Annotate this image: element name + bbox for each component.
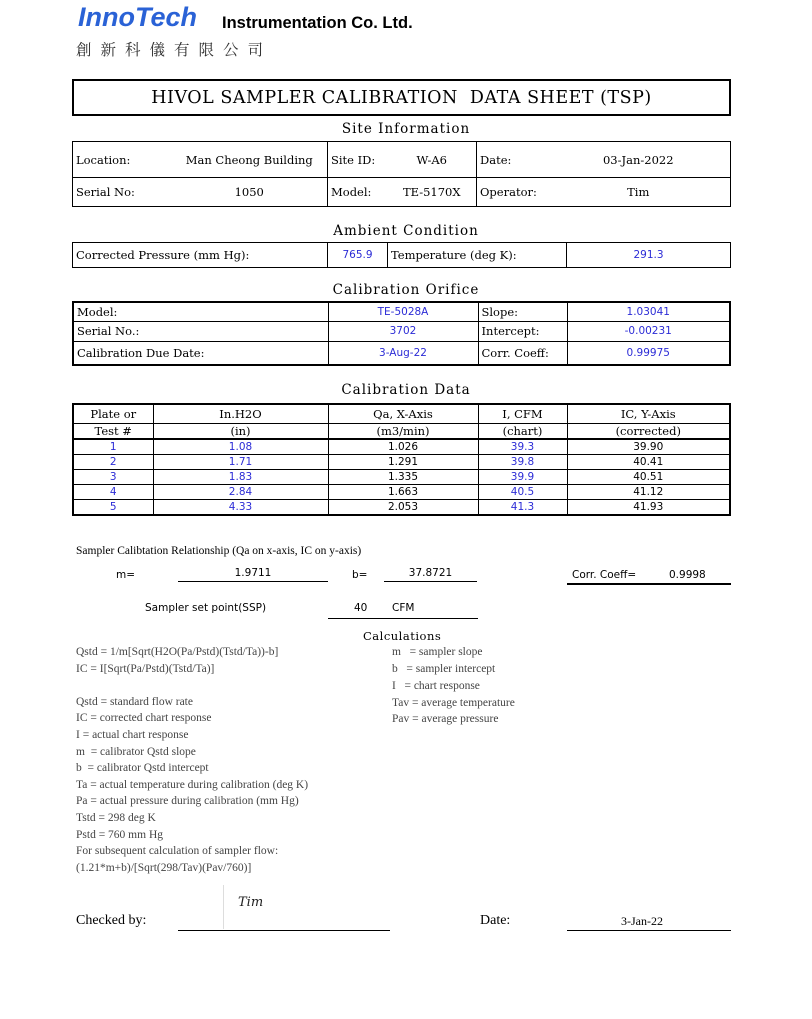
sheet-title xyxy=(72,79,731,116)
date-label: Date: xyxy=(477,142,547,178)
cell-qa: 1.291 xyxy=(328,454,478,469)
ssp-unit: CFM xyxy=(392,602,415,614)
calculation-line: IC = corrected chart response xyxy=(76,712,212,725)
cell-inh2o: 1.08 xyxy=(153,439,328,454)
site-id-label: Site ID: xyxy=(328,142,388,178)
orifice-model-label: Model: xyxy=(73,302,328,321)
cell-inh2o: 4.33 xyxy=(153,499,328,515)
cell-qa: 1.026 xyxy=(328,439,478,454)
operator-label: Operator: xyxy=(477,178,547,207)
serial-value: 1050 xyxy=(172,178,328,207)
relationship-heading: Sampler Calibtation Relationship (Qa on x-axis, IC on y-axis) xyxy=(76,545,362,557)
table-row xyxy=(73,484,730,499)
calculation-line: (1.21*m+b)/[Sqrt(298/Tav)(Pav/760)] xyxy=(76,861,252,874)
col-header-qa: Qa, X-Axis xyxy=(328,404,478,423)
footer-date-value: 3-Jan-22 xyxy=(621,914,663,928)
b-value: 37.8721 xyxy=(384,567,477,582)
col-subheader-qa: (m3/min) xyxy=(328,423,478,439)
cell-qa: 1.335 xyxy=(328,469,478,484)
corr-underline xyxy=(567,583,731,585)
corr-label: Corr. Coeff= xyxy=(572,569,637,581)
checked-by-label: Checked by: xyxy=(76,913,147,928)
location-value: Man Cheong Building xyxy=(172,142,328,178)
orifice-serial-value: 3702 xyxy=(328,321,478,341)
cell-ic: 41.93 xyxy=(567,499,730,515)
calculation-line: For subsequent calculation of sampler flow: xyxy=(76,845,279,858)
calculation-line: Pav = average pressure xyxy=(392,713,499,725)
slope-label: Slope: xyxy=(478,302,567,321)
cell-inh2o: 1.83 xyxy=(153,469,328,484)
temperature-label: Temperature (deg K): xyxy=(388,243,567,268)
cell-qa: 1.663 xyxy=(328,484,478,499)
pressure-label: Corrected Pressure (mm Hg): xyxy=(73,243,328,268)
col-subheader-inh2o: (in) xyxy=(153,423,328,439)
cell-inh2o: 2.84 xyxy=(153,484,328,499)
serial-label: Serial No: xyxy=(73,178,172,207)
signature-box-edge xyxy=(223,885,224,929)
calib-data-table xyxy=(72,403,731,516)
calculation-line: I = actual chart response xyxy=(76,729,189,741)
footer-date-label: Date: xyxy=(480,913,511,928)
m-value: 1.9711 xyxy=(178,567,328,582)
model-value: TE-5170X xyxy=(388,178,477,207)
ssp-underline xyxy=(328,618,478,619)
cell-plate: 3 xyxy=(73,469,153,484)
ssp-value: 40 xyxy=(354,602,368,614)
calculation-line: m = sampler slope xyxy=(392,646,483,658)
table-row xyxy=(73,439,730,454)
due-date-label: Calibration Due Date: xyxy=(73,341,328,365)
col-header-plate: Plate or xyxy=(73,404,153,423)
col-header-ic: IC, Y-Axis xyxy=(567,404,730,423)
date-value: 03-Jan-2022 xyxy=(547,142,731,178)
calculations-heading: Calculations xyxy=(363,629,442,643)
sheet-title-text: HIVOL SAMPLER CALIBRATION DATA SHEET (TSP) xyxy=(151,87,652,108)
calculation-line: I = chart response xyxy=(392,680,480,692)
cell-ic: 40.51 xyxy=(567,469,730,484)
cell-plate: 5 xyxy=(73,499,153,515)
orifice-table xyxy=(72,301,731,366)
intercept-label: Intercept: xyxy=(478,321,567,341)
ssp-label: Sampler set point(SSP) xyxy=(145,602,267,614)
calculation-line: Pa = actual pressure during calibration (mm Hg) xyxy=(76,795,299,808)
footer-date-line xyxy=(567,930,731,931)
table-row xyxy=(73,499,730,515)
cell-i: 41.3 xyxy=(478,499,567,515)
cell-i: 39.3 xyxy=(478,439,567,454)
corr-value: 0.9998 xyxy=(669,569,706,581)
operator-value: Tim xyxy=(547,178,731,207)
ambient-heading: Ambient Condition xyxy=(333,223,479,239)
due-date-value: 3-Aug-22 xyxy=(328,341,478,365)
calculation-line: Qstd = standard flow rate xyxy=(76,695,193,708)
table-row xyxy=(73,454,730,469)
site-info-heading: Site Information xyxy=(341,121,471,137)
corr-coeff-label: Corr. Coeff: xyxy=(478,341,567,365)
orifice-model-value: TE-5028A xyxy=(328,302,478,321)
temperature-value: 291.3 xyxy=(567,243,731,268)
pressure-value: 765.9 xyxy=(328,243,388,268)
calculation-line: Pstd = 760 mm Hg xyxy=(76,828,163,841)
orifice-serial-label: Serial No.: xyxy=(73,321,328,341)
site-id-value: W-A6 xyxy=(388,142,477,178)
calculation-line: IC = I[Sqrt(Pa/Pstd)(Tstd/Ta)] xyxy=(76,662,215,675)
calculation-line: b = sampler intercept xyxy=(392,663,496,675)
cell-plate: 1 xyxy=(73,439,153,454)
slope-value: 1.03041 xyxy=(567,302,730,321)
calib-data-heading: Calibration Data xyxy=(341,382,471,398)
signature: Tim xyxy=(238,895,264,910)
calculation-line: m = calibrator Qstd slope xyxy=(76,745,196,758)
orifice-heading: Calibration Orifice xyxy=(332,282,480,298)
col-header-i: I, CFM xyxy=(478,404,567,423)
cell-ic: 41.12 xyxy=(567,484,730,499)
brand-logo: InnoTech xyxy=(78,2,197,32)
location-label: Location: xyxy=(73,142,172,178)
calculation-line: Ta = actual temperature during calibration (deg K) xyxy=(76,778,309,791)
cell-plate: 2 xyxy=(73,454,153,469)
intercept-value: -0.00231 xyxy=(567,321,730,341)
col-header-inh2o: In.H2O xyxy=(153,404,328,423)
checked-by-line xyxy=(178,930,390,931)
calculation-line: b = calibrator Qstd intercept xyxy=(76,762,209,775)
cell-i: 39.9 xyxy=(478,469,567,484)
cell-qa: 2.053 xyxy=(328,499,478,515)
cell-i: 40.5 xyxy=(478,484,567,499)
cell-plate: 4 xyxy=(73,484,153,499)
corr-coeff-value: 0.99975 xyxy=(567,341,730,365)
ambient-table xyxy=(72,242,731,268)
m-label: m= xyxy=(116,569,136,581)
calculation-line: Tstd = 298 deg K xyxy=(76,812,156,824)
cell-ic: 40.41 xyxy=(567,454,730,469)
model-label: Model: xyxy=(328,178,388,207)
b-label: b= xyxy=(352,569,368,581)
col-subheader-ic: (corrected) xyxy=(567,423,730,439)
calib-subheader-row xyxy=(73,423,730,439)
col-subheader-i: (chart) xyxy=(478,423,567,439)
table-row xyxy=(73,469,730,484)
col-subheader-plate: Test # xyxy=(73,423,153,439)
cell-i: 39.8 xyxy=(478,454,567,469)
calib-header-row xyxy=(73,404,730,423)
cell-ic: 39.90 xyxy=(567,439,730,454)
calculation-line: Tav = average temperature xyxy=(392,697,515,709)
site-info-table xyxy=(72,141,731,207)
cell-inh2o: 1.71 xyxy=(153,454,328,469)
calculation-line: Qstd = 1/m[Sqrt(H2O(Pa/Pstd)(Tstd/Ta))-b] xyxy=(76,646,279,658)
company-name-chinese: 創新科儀有限公司 xyxy=(76,41,273,59)
company-name: Instrumentation Co. Ltd. xyxy=(222,14,413,32)
